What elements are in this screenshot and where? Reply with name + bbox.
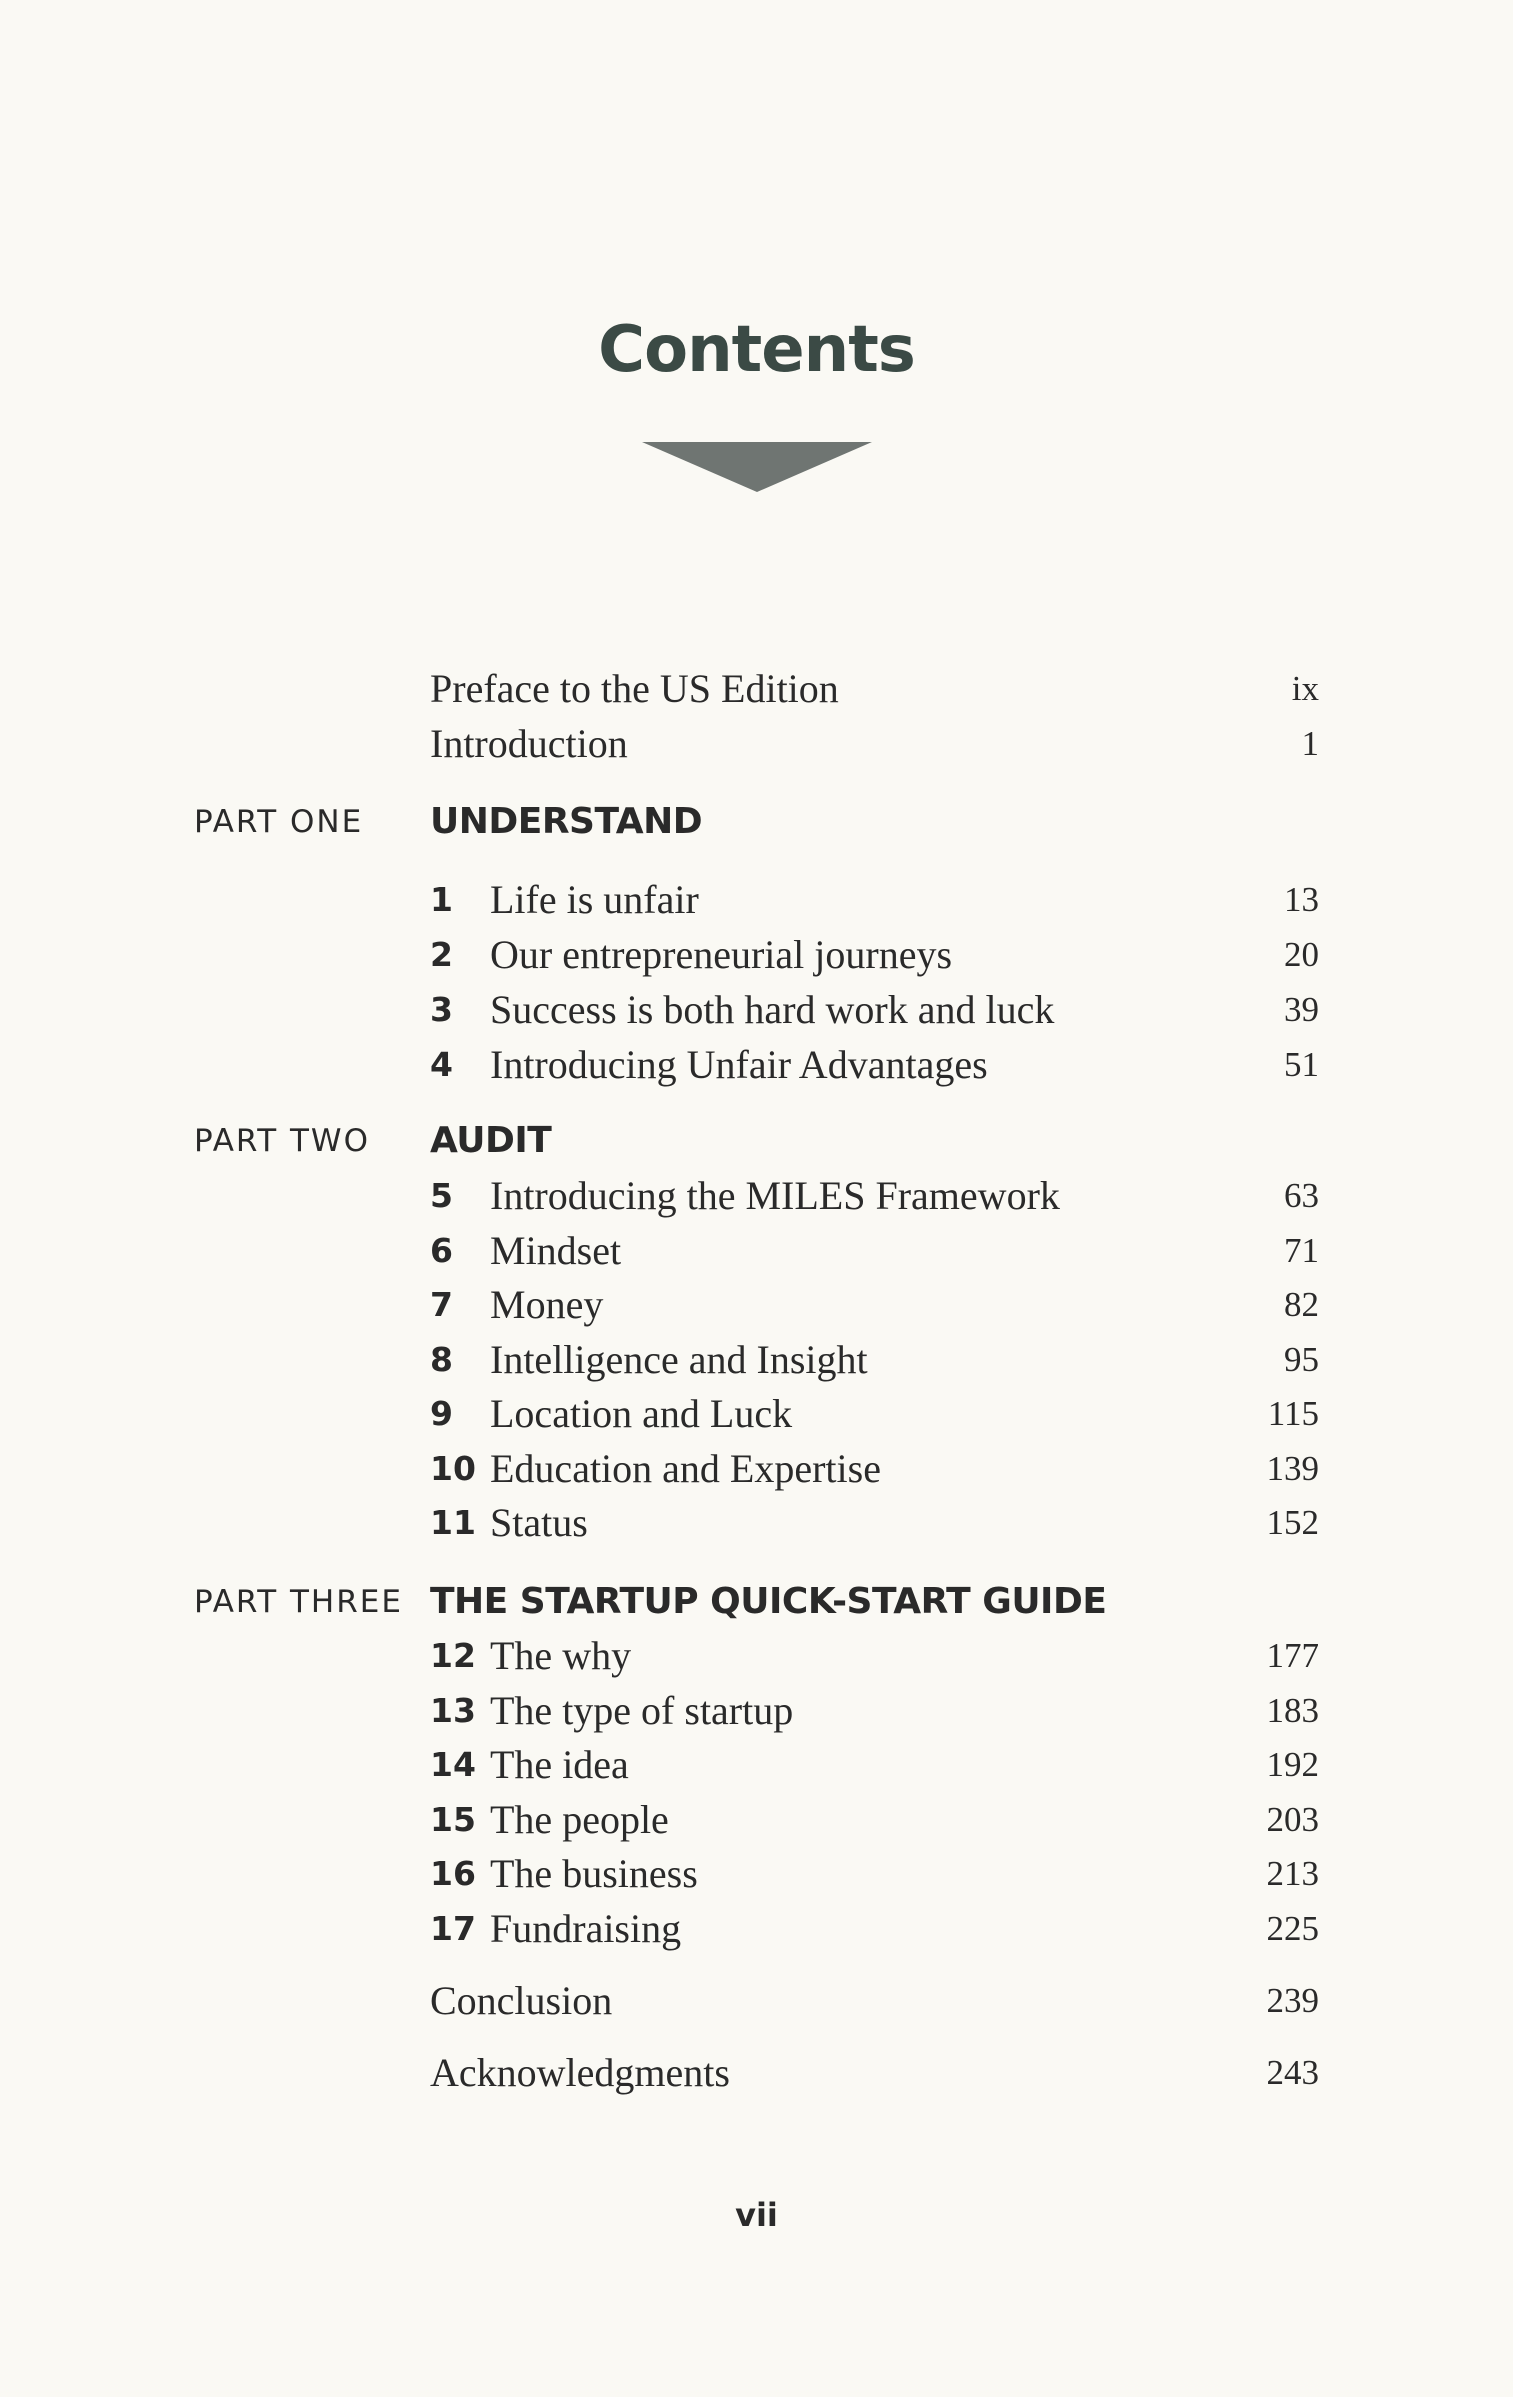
- chapter-entry: [0, 1847, 1513, 1901]
- part-label: PART THREE: [194, 1584, 403, 1620]
- chapter-number: 5: [430, 1176, 453, 1215]
- entry-page: 243: [1266, 2053, 1319, 2092]
- chapter-page: 192: [1266, 1745, 1319, 1784]
- chapter-entry: [0, 1333, 1513, 1387]
- chapter-title: Our entrepreneurial journeys: [490, 932, 953, 977]
- chapter-number: 6: [430, 1231, 453, 1270]
- chapter-page: 213: [1266, 1854, 1319, 1893]
- chapter-title: The why: [490, 1633, 632, 1678]
- chapter-number: 11: [430, 1503, 476, 1542]
- toc-entry: [0, 662, 1513, 716]
- chapter-number: 1: [430, 880, 453, 919]
- chapter-number: 15: [430, 1800, 476, 1839]
- chapter-page: 71: [1284, 1231, 1319, 1270]
- chapter-number: 3: [430, 990, 453, 1029]
- chapter-title: The business: [490, 1851, 698, 1896]
- chapter-page: 152: [1266, 1503, 1319, 1542]
- chapter-entry: [0, 1038, 1513, 1092]
- chapter-number: 7: [430, 1285, 453, 1324]
- chapter-page: 115: [1267, 1394, 1319, 1433]
- chapter-title: Status: [490, 1500, 588, 1545]
- chapter-entry: [0, 928, 1513, 982]
- part-title: AUDIT: [430, 1120, 552, 1161]
- chapter-title: Education and Expertise: [490, 1446, 881, 1491]
- chapter-page: 63: [1284, 1176, 1319, 1215]
- chapter-title: Money: [490, 1282, 604, 1327]
- chapter-number: 10: [430, 1449, 476, 1488]
- chapter-title: Success is both hard work and luck: [490, 987, 1055, 1032]
- chapter-page: 51: [1284, 1045, 1319, 1084]
- chapter-title: Intelligence and Insight: [490, 1337, 868, 1382]
- chapter-entry: [0, 1278, 1513, 1332]
- chapter-entry: [0, 1224, 1513, 1278]
- toc-entry: [0, 1974, 1513, 2028]
- chapter-number: 2: [430, 935, 453, 974]
- toc-entry: [0, 2046, 1513, 2100]
- chapter-entry: [0, 1496, 1513, 1550]
- part-heading: [0, 795, 1513, 849]
- entry-title: Introduction: [430, 721, 628, 766]
- chapter-title: The idea: [490, 1742, 629, 1787]
- chapter-page: 203: [1266, 1800, 1319, 1839]
- page-title: Contents: [598, 313, 915, 387]
- chapter-number: 14: [430, 1745, 476, 1784]
- part-label: PART TWO: [194, 1123, 370, 1159]
- chapter-entry: [0, 1684, 1513, 1738]
- chapter-number: 17: [430, 1909, 476, 1948]
- entry-title: Preface to the US Edition: [430, 666, 839, 711]
- toc-entry: [0, 717, 1513, 771]
- chapter-number: 16: [430, 1854, 476, 1893]
- entry-title: Acknowledgments: [430, 2050, 730, 2095]
- chapter-number: 4: [430, 1045, 453, 1084]
- chapter-entry: [0, 1629, 1513, 1683]
- chapter-number: 9: [430, 1394, 453, 1433]
- chapter-entry: [0, 983, 1513, 1037]
- chapter-title: The people: [490, 1797, 669, 1842]
- chapter-title: The type of startup: [490, 1688, 794, 1733]
- chapter-entry: [0, 1738, 1513, 1792]
- part-label: PART ONE: [194, 804, 364, 840]
- entry-page: 239: [1266, 1981, 1319, 2020]
- chapter-entry: [0, 1902, 1513, 1956]
- chapter-page: 139: [1266, 1449, 1319, 1488]
- chapter-title: Life is unfair: [490, 877, 699, 922]
- chapter-page: 20: [1284, 935, 1319, 974]
- part-heading: [0, 1114, 1513, 1168]
- chapter-title: Mindset: [490, 1228, 622, 1273]
- chapter-number: 13: [430, 1691, 476, 1730]
- entry-title: Conclusion: [430, 1978, 613, 2023]
- part-title: THE STARTUP QUICK-START GUIDE: [430, 1581, 1107, 1622]
- chapter-entry: [0, 1793, 1513, 1847]
- chapter-title: Fundraising: [490, 1906, 682, 1951]
- chapter-entry: [0, 873, 1513, 927]
- chapter-entry: [0, 1169, 1513, 1223]
- chapter-number: 8: [430, 1340, 453, 1379]
- chapter-page: 13: [1284, 880, 1319, 919]
- entry-page: 1: [1301, 724, 1319, 763]
- down-arrow-icon: [642, 442, 872, 492]
- chapter-page: 39: [1284, 990, 1319, 1029]
- chapter-entry: [0, 1387, 1513, 1441]
- page-number: vii: [735, 2196, 778, 2234]
- part-title: UNDERSTAND: [430, 801, 703, 842]
- chapter-title: Introducing Unfair Advantages: [490, 1042, 988, 1087]
- chapter-title: Location and Luck: [490, 1391, 793, 1436]
- chapter-number: 12: [430, 1636, 476, 1675]
- chapter-page: 225: [1266, 1909, 1319, 1948]
- chapter-title: Introducing the MILES Framework: [490, 1173, 1060, 1218]
- chapter-page: 183: [1266, 1691, 1319, 1730]
- chapter-page: 177: [1266, 1636, 1319, 1675]
- chapter-entry: [0, 1442, 1513, 1496]
- entry-page: ix: [1291, 669, 1319, 708]
- chapter-page: 95: [1284, 1340, 1319, 1379]
- chapter-page: 82: [1284, 1285, 1319, 1324]
- part-heading: [0, 1575, 1513, 1629]
